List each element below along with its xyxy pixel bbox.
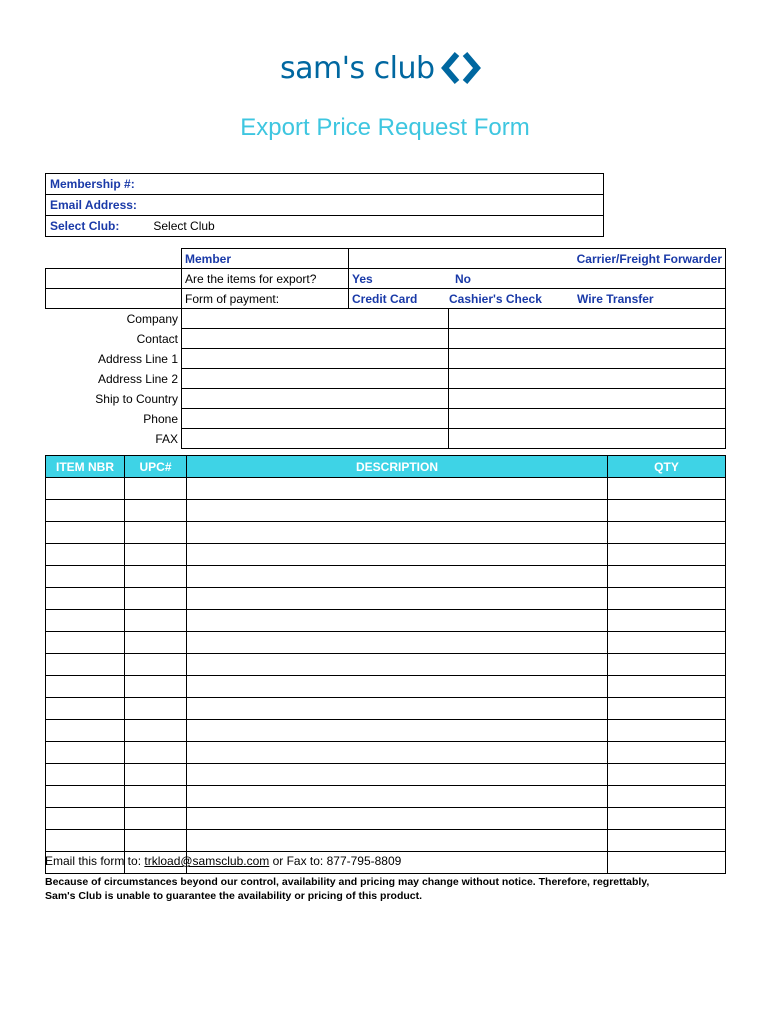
item-nbr-cell[interactable] bbox=[46, 588, 125, 610]
item-nbr-cell[interactable] bbox=[46, 786, 125, 808]
table-row bbox=[46, 808, 726, 830]
upc-cell[interactable] bbox=[125, 676, 187, 698]
field-label-phone: Phone bbox=[143, 411, 178, 426]
table-row bbox=[46, 742, 726, 764]
carrier-phone-input[interactable] bbox=[449, 409, 726, 429]
upc-cell[interactable] bbox=[125, 808, 187, 830]
qty-cell[interactable] bbox=[608, 588, 726, 610]
description-cell[interactable] bbox=[187, 544, 608, 566]
description-cell[interactable] bbox=[187, 632, 608, 654]
description-cell[interactable] bbox=[187, 742, 608, 764]
item-nbr-cell[interactable] bbox=[46, 808, 125, 830]
field-row-address-1 bbox=[46, 349, 726, 369]
description-cell[interactable] bbox=[187, 676, 608, 698]
item-nbr-cell[interactable] bbox=[46, 654, 125, 676]
upc-cell[interactable] bbox=[125, 566, 187, 588]
upc-cell[interactable] bbox=[125, 698, 187, 720]
description-cell[interactable] bbox=[187, 720, 608, 742]
upc-cell[interactable] bbox=[125, 522, 187, 544]
table-row bbox=[46, 544, 726, 566]
qty-cell[interactable] bbox=[608, 720, 726, 742]
email-address-row[interactable] bbox=[46, 195, 603, 216]
disclaimer bbox=[45, 875, 725, 903]
carrier-fax-input[interactable] bbox=[449, 429, 726, 449]
member-address-1-input[interactable] bbox=[182, 349, 449, 369]
field-row-fax bbox=[46, 429, 726, 449]
membership-number-label: Membership #: bbox=[50, 177, 135, 191]
upc-cell[interactable] bbox=[125, 654, 187, 676]
qty-cell[interactable] bbox=[608, 632, 726, 654]
field-label-address-1: Address Line 1 bbox=[97, 351, 178, 366]
item-nbr-cell[interactable] bbox=[46, 720, 125, 742]
qty-cell[interactable] bbox=[608, 764, 726, 786]
logo-text: sam's club bbox=[280, 50, 435, 86]
item-nbr-cell[interactable] bbox=[46, 544, 125, 566]
payment-cashiers-check-option[interactable]: Cashier's Check bbox=[449, 291, 542, 306]
item-nbr-cell[interactable] bbox=[46, 500, 125, 522]
upc-cell[interactable] bbox=[125, 588, 187, 610]
table-row bbox=[46, 566, 726, 588]
description-cell[interactable] bbox=[187, 522, 608, 544]
carrier-address-2-input[interactable] bbox=[449, 369, 726, 389]
items-header-row bbox=[46, 456, 726, 478]
table-row bbox=[46, 720, 726, 742]
qty-cell[interactable] bbox=[608, 522, 726, 544]
email-prefix: Email this form to: bbox=[45, 854, 145, 868]
table-row bbox=[46, 478, 726, 500]
table-row bbox=[46, 698, 726, 720]
items-table bbox=[45, 455, 726, 874]
qty-cell[interactable] bbox=[608, 852, 726, 874]
table-row bbox=[46, 500, 726, 522]
qty-cell[interactable] bbox=[608, 786, 726, 808]
description-cell[interactable] bbox=[187, 698, 608, 720]
item-nbr-cell[interactable] bbox=[46, 632, 125, 654]
qty-cell[interactable] bbox=[608, 742, 726, 764]
email-link[interactable]: trkload@samsclub.com bbox=[144, 854, 270, 868]
member-country-input[interactable] bbox=[182, 389, 449, 409]
carrier-address-1-input[interactable] bbox=[449, 349, 726, 369]
payment-question: Form of payment: bbox=[182, 289, 349, 309]
items-body bbox=[46, 478, 726, 874]
description-cell[interactable] bbox=[187, 786, 608, 808]
description-cell[interactable] bbox=[187, 808, 608, 830]
fax-text: or Fax to: 877-795-8809 bbox=[269, 854, 402, 868]
disclaimer-line-1: Because of circumstances beyond our control, availability and pricing may change without notice. Therefore, regrettably, bbox=[45, 876, 650, 888]
column-header-item-nbr: ITEM NBR bbox=[46, 456, 125, 478]
field-label-company: Company bbox=[126, 311, 178, 326]
qty-cell[interactable] bbox=[608, 830, 726, 852]
payment-row bbox=[46, 289, 726, 309]
item-nbr-cell[interactable] bbox=[46, 522, 125, 544]
field-row-company bbox=[46, 309, 726, 329]
field-label-country: Ship to Country bbox=[95, 391, 178, 406]
member-company-input[interactable] bbox=[182, 309, 449, 329]
table-row bbox=[46, 786, 726, 808]
payment-credit-card-option[interactable]: Credit Card bbox=[352, 291, 418, 306]
member-address-2-input[interactable] bbox=[182, 369, 449, 389]
disclaimer-line-2: Sam's Club is unable to guarantee the availability or pricing of this product. bbox=[45, 890, 423, 902]
item-nbr-cell[interactable] bbox=[46, 566, 125, 588]
item-nbr-cell[interactable] bbox=[46, 742, 125, 764]
qty-cell[interactable] bbox=[608, 654, 726, 676]
table-row bbox=[46, 588, 726, 610]
column-header-upc: UPC# bbox=[125, 456, 187, 478]
export-no-option[interactable]: No bbox=[455, 271, 471, 286]
select-club-row[interactable] bbox=[46, 216, 603, 236]
membership-box bbox=[45, 173, 604, 237]
upc-cell[interactable] bbox=[125, 632, 187, 654]
description-cell[interactable] bbox=[187, 830, 608, 852]
upc-cell[interactable] bbox=[125, 544, 187, 566]
carrier-company-input[interactable] bbox=[449, 309, 726, 329]
description-cell[interactable] bbox=[187, 610, 608, 632]
table-row bbox=[46, 654, 726, 676]
field-label-address-2: Address Line 2 bbox=[97, 371, 178, 386]
description-cell[interactable] bbox=[187, 478, 608, 500]
form-title: Export Price Request Form bbox=[240, 114, 530, 141]
carrier-country-input[interactable] bbox=[449, 389, 726, 409]
qty-cell[interactable] bbox=[608, 566, 726, 588]
carrier-contact-input[interactable] bbox=[449, 329, 726, 349]
field-row-address-2 bbox=[46, 369, 726, 389]
description-cell[interactable] bbox=[187, 566, 608, 588]
member-header: Member bbox=[182, 249, 349, 269]
qty-cell[interactable] bbox=[608, 478, 726, 500]
grid-header-row bbox=[46, 249, 726, 269]
member-contact-input[interactable] bbox=[182, 329, 449, 349]
email-instructions bbox=[45, 854, 401, 868]
description-cell[interactable] bbox=[187, 588, 608, 610]
item-nbr-cell[interactable] bbox=[46, 764, 125, 786]
table-row bbox=[46, 632, 726, 654]
sams-club-logo bbox=[280, 48, 481, 88]
description-cell[interactable] bbox=[187, 654, 608, 676]
item-nbr-cell[interactable] bbox=[46, 478, 125, 500]
export-yes-option[interactable]: Yes bbox=[352, 271, 373, 286]
member-phone-input[interactable] bbox=[182, 409, 449, 429]
export-row bbox=[46, 269, 726, 289]
item-nbr-cell[interactable] bbox=[46, 830, 125, 852]
membership-number-row[interactable] bbox=[46, 174, 603, 195]
upc-cell[interactable] bbox=[125, 478, 187, 500]
upc-cell[interactable] bbox=[125, 764, 187, 786]
member-carrier-table bbox=[45, 248, 726, 449]
qty-cell[interactable] bbox=[608, 676, 726, 698]
item-nbr-cell[interactable] bbox=[46, 676, 125, 698]
export-question: Are the items for export? bbox=[182, 269, 349, 289]
qty-cell[interactable] bbox=[608, 808, 726, 830]
upc-cell[interactable] bbox=[125, 830, 187, 852]
column-header-qty: QTY bbox=[608, 456, 726, 478]
email-address-label: Email Address: bbox=[50, 198, 137, 212]
upc-cell[interactable] bbox=[125, 720, 187, 742]
item-nbr-cell[interactable] bbox=[46, 698, 125, 720]
member-fax-input[interactable] bbox=[182, 429, 449, 449]
field-row-country bbox=[46, 389, 726, 409]
field-label-contact: Contact bbox=[136, 331, 178, 346]
select-club-label: Select Club: bbox=[50, 219, 120, 233]
upc-cell[interactable] bbox=[125, 500, 187, 522]
upc-cell[interactable] bbox=[125, 742, 187, 764]
payment-wire-transfer-option[interactable]: Wire Transfer bbox=[577, 291, 654, 306]
field-label-fax: FAX bbox=[155, 431, 178, 446]
description-cell[interactable] bbox=[187, 764, 608, 786]
field-row-contact bbox=[46, 329, 726, 349]
qty-cell[interactable] bbox=[608, 610, 726, 632]
upc-cell[interactable] bbox=[125, 786, 187, 808]
field-row-phone bbox=[46, 409, 726, 429]
carrier-header: Carrier/Freight Forwarder bbox=[549, 249, 726, 269]
table-row bbox=[46, 610, 726, 632]
diamond-chevron-logo-icon bbox=[441, 50, 481, 86]
qty-cell[interactable] bbox=[608, 698, 726, 720]
qty-cell[interactable] bbox=[608, 544, 726, 566]
item-nbr-cell[interactable] bbox=[46, 610, 125, 632]
upc-cell[interactable] bbox=[125, 610, 187, 632]
qty-cell[interactable] bbox=[608, 500, 726, 522]
column-header-description: DESCRIPTION bbox=[187, 456, 608, 478]
select-club-dropdown[interactable]: Select Club bbox=[153, 219, 215, 233]
table-row bbox=[46, 830, 726, 852]
description-cell[interactable] bbox=[187, 500, 608, 522]
table-row bbox=[46, 676, 726, 698]
table-row bbox=[46, 522, 726, 544]
table-row bbox=[46, 764, 726, 786]
